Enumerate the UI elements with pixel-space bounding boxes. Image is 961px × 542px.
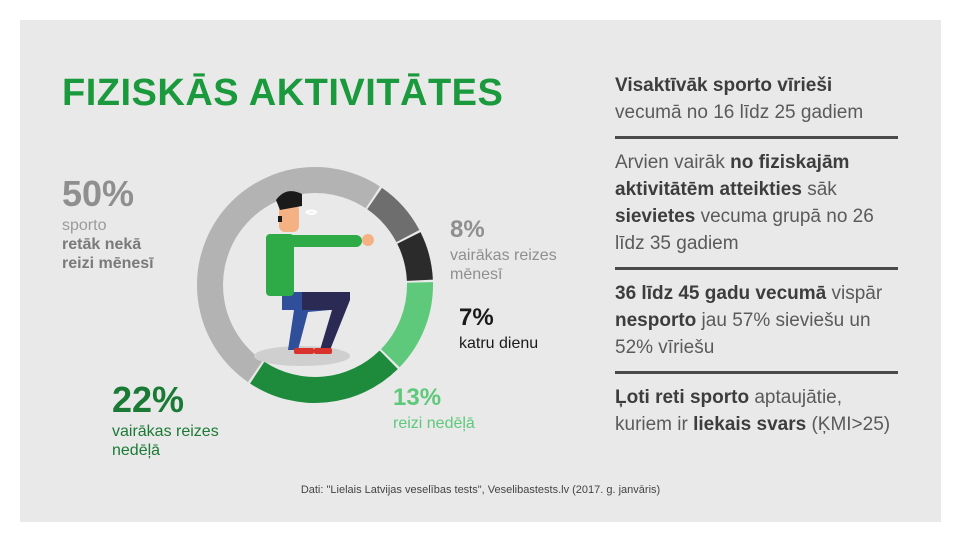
fact-note-fragment: sievietes bbox=[615, 206, 696, 227]
donut-slice-7-percent bbox=[397, 232, 433, 281]
source-citation: Dati: "Lielais Latvijas veselības tests", Veselibastests.lv (2017. g. janvāris) bbox=[300, 484, 661, 496]
facts-panel bbox=[615, 72, 898, 438]
stat-50-label bbox=[62, 216, 154, 273]
fact-note-fragment: nesporto bbox=[615, 310, 697, 331]
squatting-person-illustration bbox=[254, 191, 374, 366]
fact-note-fragment: no fiziskajām aktivitātēm atteikties bbox=[615, 152, 850, 200]
fact-note-fragment: Ļoti reti sporto bbox=[615, 387, 750, 408]
stat-50-value: 50% bbox=[62, 173, 135, 214]
donut-slice-13-percent bbox=[381, 282, 433, 367]
stat-8-label-line-2: mēnesī bbox=[450, 266, 503, 283]
fact-note-fragment: sāk bbox=[801, 179, 837, 200]
fact-note bbox=[615, 280, 898, 361]
stat-22-label-line-2: nedēļā bbox=[112, 442, 161, 459]
fact-note-fragment: Visaktīvāk sporto vīrieši bbox=[615, 75, 833, 96]
fact-note-fragment: liekais svars bbox=[693, 414, 807, 435]
stat-8-label-line-1: vairākas reizes bbox=[450, 247, 557, 264]
stat-50-percent bbox=[62, 173, 154, 273]
stat-13-label bbox=[393, 414, 475, 433]
stat-7-percent bbox=[459, 306, 538, 353]
stat-7-value: 7% bbox=[459, 304, 494, 331]
fact-note-fragment: vecumā no 16 līdz 25 gadiem bbox=[615, 102, 864, 123]
fact-note-fragment: aptaujātie, kuriem ir bbox=[615, 387, 843, 435]
fact-note-fragment: Arvien vairāk bbox=[615, 152, 731, 173]
stat-50-label-line-1: sporto bbox=[62, 217, 107, 234]
fact-note-fragment: vecuma grupā no 26 līdz 35 gadiem bbox=[615, 206, 874, 254]
fact-note-fragment: 36 līdz 45 gadu vecumā bbox=[615, 283, 827, 304]
fact-note-fragment: (ĶMI>25) bbox=[806, 414, 891, 435]
fact-note-fragment: vispār bbox=[826, 283, 883, 304]
donut-chart bbox=[190, 160, 440, 410]
fact-note bbox=[615, 384, 898, 438]
stat-50-label-line-3: reizi mēnesī bbox=[62, 255, 154, 272]
stat-7-label-line-1: katru dienu bbox=[459, 335, 539, 352]
stat-22-label-line-1: vairākas reizes bbox=[112, 423, 219, 440]
stat-8-label bbox=[450, 246, 557, 284]
donut-slice-8-percent bbox=[367, 188, 419, 242]
divider bbox=[615, 267, 898, 270]
fact-note bbox=[615, 72, 898, 126]
fact-note bbox=[615, 149, 898, 257]
divider bbox=[615, 136, 898, 139]
donut-slices bbox=[197, 167, 433, 403]
stat-13-value: 13% bbox=[393, 384, 442, 411]
stat-22-label bbox=[112, 422, 219, 460]
stat-13-label-line-1: reizi nedēļā bbox=[393, 415, 475, 432]
stat-8-percent bbox=[450, 218, 557, 284]
stat-22-percent bbox=[112, 379, 219, 460]
fact-note-fragment: jau 57% sieviešu un 52% vīriešu bbox=[615, 310, 871, 358]
divider bbox=[615, 371, 898, 374]
stat-13-percent bbox=[393, 386, 475, 433]
infographic-title: FIZISKĀS AKTIVITĀTES bbox=[62, 72, 504, 114]
stat-8-value: 8% bbox=[450, 216, 485, 243]
stat-7-label bbox=[459, 334, 538, 353]
stat-22-value: 22% bbox=[112, 379, 185, 420]
stat-50-label-line-2: retāk nekā bbox=[62, 236, 142, 253]
